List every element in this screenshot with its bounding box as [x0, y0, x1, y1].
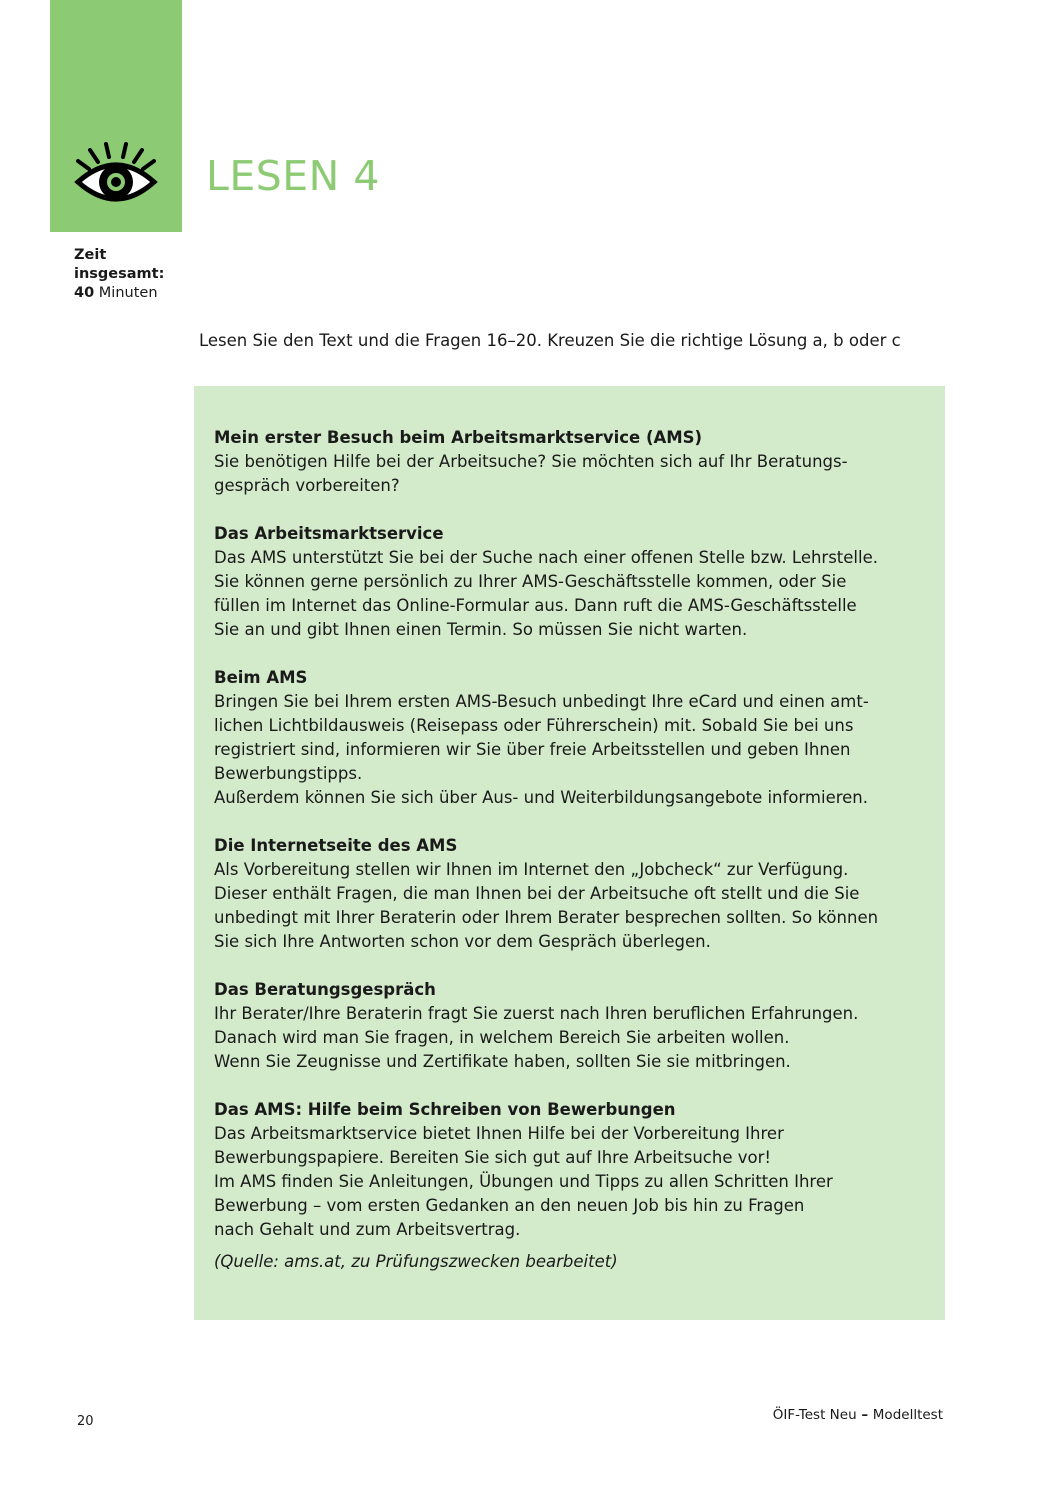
text-line: gespräch vorbereiten?	[214, 476, 400, 495]
text-section	[214, 426, 934, 498]
section-heading: Beim AMS	[214, 668, 308, 687]
text-line: Bewerbungspapiere. Bereiten Sie sich gut auf Ihre Arbeitsuche vor!	[214, 1148, 771, 1167]
section-heading: Die Internetseite des AMS	[214, 836, 458, 855]
text-line: Außerdem können Sie sich über Aus- und Weiterbildungsangebote informieren.	[214, 788, 868, 807]
text-section	[214, 522, 934, 642]
text-line: Ihr Berater/Ihre Beraterin fragt Sie zuerst nach Ihren beruflichen Erfahrungen.	[214, 1004, 859, 1023]
time-minutes: 40	[74, 285, 95, 301]
time-unit: Minuten	[98, 285, 158, 301]
eye-icon	[72, 140, 160, 206]
footer-title-main: ÖIF-Test Neu	[772, 1407, 857, 1423]
text-line: Sie an und gibt Ihnen einen Termin. So müssen Sie nicht warten.	[214, 620, 748, 639]
text-line: lichen Lichtbildausweis (Reisepass oder Führerschein) mit. Sobald Sie bei uns	[214, 716, 854, 735]
time-label-line1: Zeit	[74, 247, 107, 263]
text-line: unbedingt mit Ihrer Beraterin oder Ihrem Berater besprechen sollten. So können	[214, 908, 879, 927]
text-line: Bringen Sie bei Ihrem ersten AMS-Besuch unbedingt Ihre eCard und einen amt-	[214, 692, 869, 711]
footer-title-sub: Modelltest	[872, 1407, 943, 1423]
text-line: Dieser enthält Fragen, die man Ihnen bei der Arbeitsuche oft stellt und die Sie	[214, 884, 860, 903]
text-line: Sie können gerne persönlich zu Ihrer AMS-Geschäftsstelle kommen, oder Sie	[214, 572, 847, 591]
text-section	[214, 978, 934, 1074]
text-line: Bewerbung – vom ersten Gedanken an den neuen Job bis hin zu Fragen	[214, 1196, 805, 1215]
text-line: nach Gehalt und zum Arbeitsvertrag.	[214, 1220, 521, 1239]
time-label-line2: insgesamt:	[74, 266, 165, 282]
instruction-text: Lesen Sie den Text und die Fragen 16–20. Kreuzen Sie die richtige Lösung a, b oder c	[199, 331, 901, 350]
section-heading: Das Arbeitsmarktservice	[214, 524, 444, 543]
text-line: Danach wird man Sie fragen, in welchem Bereich Sie arbeiten wollen.	[214, 1028, 790, 1047]
reading-text-panel	[194, 386, 945, 1320]
text-line: Das AMS unterstützt Sie bei der Suche nach einer offenen Stelle bzw. Lehrstelle.	[214, 548, 878, 567]
reading-text	[214, 426, 934, 1274]
text-line: Das Arbeitsmarktservice bietet Ihnen Hilfe bei der Vorbereitung Ihrer	[214, 1124, 784, 1143]
text-line: Sie sich Ihre Antworten schon vor dem Gespräch überlegen.	[214, 932, 711, 951]
text-line: Sie benötigen Hilfe bei der Arbeitsuche? Sie möchten sich auf Ihr Beratungs-	[214, 452, 848, 471]
text-line: Als Vorbereitung stellen wir Ihnen im Internet den „Jobcheck“ zur Verfügung.	[214, 860, 849, 879]
source-note: (Quelle: ams.at, zu Prüfungszwecken bearbeitet)	[214, 1252, 618, 1271]
text-section	[214, 834, 934, 954]
footer-title	[773, 1407, 943, 1423]
text-line: Im AMS finden Sie Anleitungen, Übungen und Tipps zu allen Schritten Ihrer	[214, 1172, 833, 1191]
time-info	[74, 246, 164, 303]
text-section	[214, 1098, 934, 1242]
page-title: LESEN 4	[206, 152, 380, 200]
text-line: Bewerbungstipps.	[214, 764, 363, 783]
footer-title-dash: –	[856, 1407, 873, 1423]
text-section	[214, 666, 934, 810]
text-line: füllen im Internet das Online-Formular aus. Dann ruft die AMS-Geschäftsstelle	[214, 596, 857, 615]
text-line: registriert sind, informieren wir Sie über freie Arbeitsstellen und geben Ihnen	[214, 740, 851, 759]
page-number: 20	[77, 1414, 94, 1429]
section-heading: Das AMS: Hilfe beim Schreiben von Bewerbungen	[214, 1100, 676, 1119]
section-heading: Das Beratungsgespräch	[214, 980, 436, 999]
text-line: Wenn Sie Zeugnisse und Zertifikate haben, sollten Sie sie mitbringen.	[214, 1052, 791, 1071]
section-heading: Mein erster Besuch beim Arbeitsmarktservice (AMS)	[214, 428, 703, 447]
